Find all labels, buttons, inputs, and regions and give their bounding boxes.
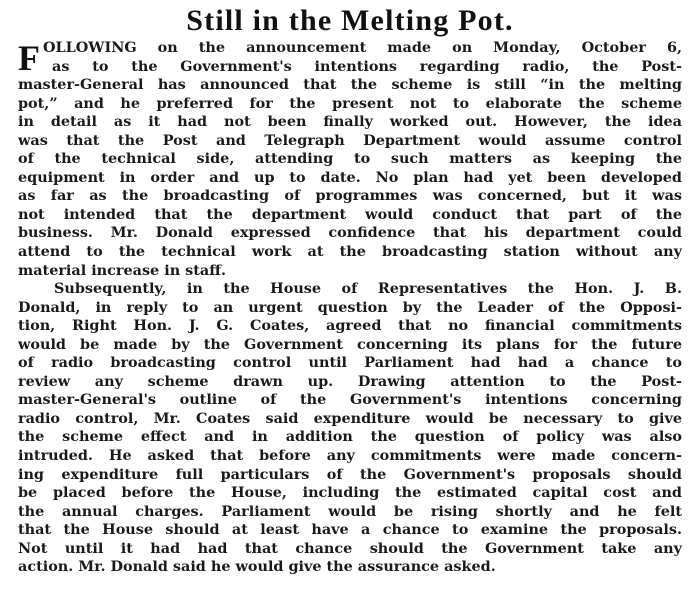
paragraph-2-line: Donald, in reply to an urgent question by the Leader of the Opposi- <box>18 298 682 316</box>
paragraph-2-line: Subsequently, in the House of Representatives the Hon. J. B. <box>54 280 682 298</box>
article-body <box>18 39 682 577</box>
paragraph-2-line: action. Mr. Donald said he would give the assurance asked. <box>18 558 496 576</box>
paragraph-2-line: ing expenditure full particulars of the Government's proposals should <box>18 465 682 483</box>
paragraph-2-line: be placed before the House, including the estimated capital cost and <box>18 484 682 502</box>
paragraph-2-line: review any scheme drawn up. Drawing attention to the Post- <box>18 372 682 390</box>
paragraph-2-line: of radio broadcasting control until Parliament had had a chance to <box>18 354 682 372</box>
paragraph-1-line: as to the Government's intentions regarding radio, the Post- <box>52 57 682 75</box>
paragraph-1-line: material increase in staff. <box>18 261 227 279</box>
paragraph-2-line: that the House should at least have a chance to examine the proposals. <box>18 521 682 539</box>
paragraph-2-line: tion, Right Hon. J. G. Coates, agreed that no financial commitments <box>18 317 682 335</box>
paragraph-1-line: was that the Post and Telegraph Department would assume control <box>18 131 682 149</box>
paragraph-2-line: the annual charges. Parliament would be rising shortly and he felt <box>18 502 682 520</box>
paragraph-1-line: of the technical side, attending to such matters as keeping the <box>18 150 682 168</box>
article-clipping <box>18 0 682 596</box>
paragraph-2-line: radio control, Mr. Coates said expenditure would be necessary to give <box>18 409 682 427</box>
paragraph-1-line: equipment in order and up to date. No plan had yet been developed <box>18 168 682 186</box>
paragraph-1-line-1: OLLOWING on the announcement made on Monday, October 6, <box>43 39 682 56</box>
paragraph-1-line: attend to the technical work at the broadcasting station without any <box>18 243 682 261</box>
paragraph-1-line: master-General has announced that the scheme is still “in the melting <box>18 76 682 94</box>
article-headline: Still in the Melting Pot. <box>186 4 514 37</box>
paragraph-2-line: intruded. He asked that before any commitments were made concern- <box>18 447 682 465</box>
paragraph-1-lines <box>18 58 682 281</box>
paragraph-1-line: in detail as it had not been finally worked out. However, the idea <box>18 113 682 131</box>
paragraph-1-line: not intended that the department would conduct that part of the <box>18 205 682 223</box>
paragraph-1-line: pot,” and he preferred for the present not to elaborate the scheme <box>18 94 682 112</box>
drop-cap: F <box>18 38 40 78</box>
paragraph-2-line: the scheme effect and in addition the question of policy was also <box>18 428 682 446</box>
paragraph-1 <box>18 39 682 280</box>
paragraph-1-line: as far as the broadcasting of programmes was concerned, but it was <box>18 187 682 205</box>
paragraph-2-line: master-General's outline of the Government's intentions concerning <box>18 391 682 409</box>
paragraph-1-line: business. Mr. Donald expressed confidence that his department could <box>18 224 682 242</box>
paragraph-2 <box>18 280 682 577</box>
paragraph-2-line: would be made by the Government concerning its plans for the future <box>18 335 682 353</box>
paragraph-2-line: Not until it had had that chance should the Government take any <box>18 539 682 557</box>
